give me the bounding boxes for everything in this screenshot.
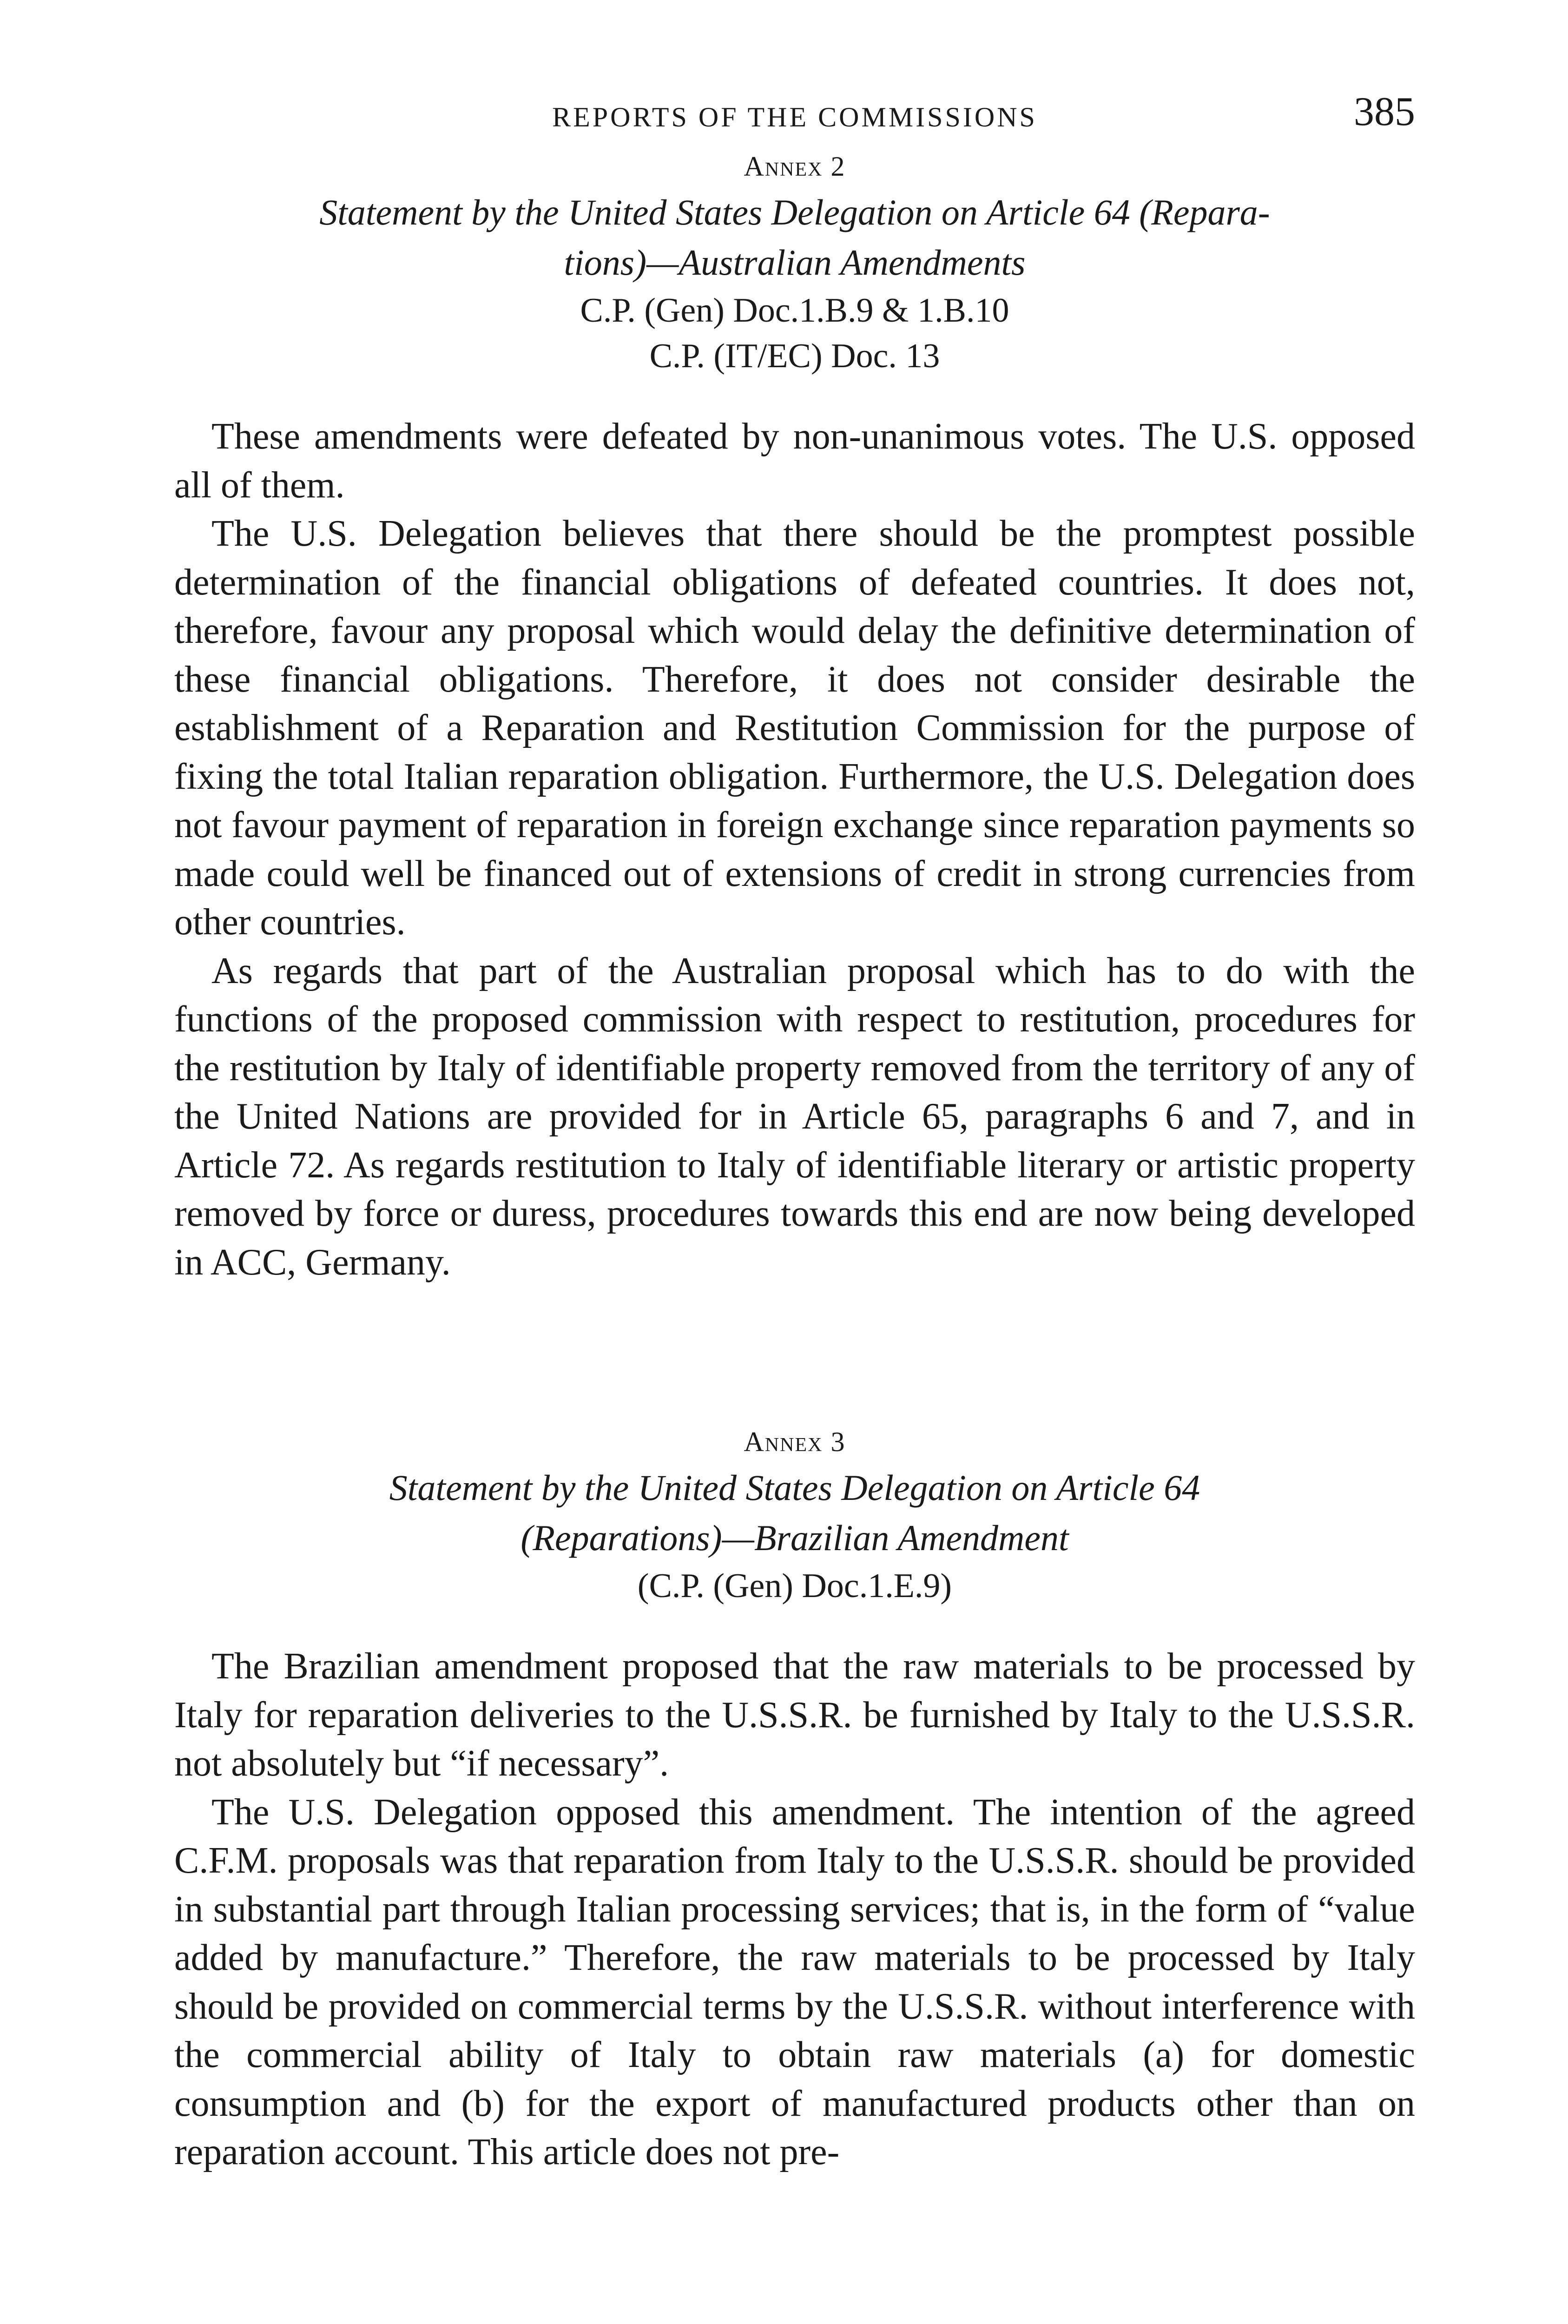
body-paragraph: The U.S. Delegation believes that there should be the promptest possible determination of the financial obligations of defeated countries. It does not, therefore, favour any proposal which would delay the definitive determination of these financial obligations. Therefore, it does not consider desirable the establishment of a Reparation and Restitution Commission for the purpose of fixing the total Italian reparation obligation. Furthermore, the U.S. Delegation does not favour payment of reparation in foreign exchange since reparation payments so made could well be financed out of extensions of credit in strong currencies from other countries. xyxy=(174,513,1415,943)
annex-title-line: tions)—Australian Amendments xyxy=(564,242,1026,283)
annex-label: Annex 2 xyxy=(744,151,846,182)
document-reference: C.P. (Gen) Doc.1.B.9 & 1.B.10 xyxy=(580,291,1009,330)
document-reference: (C.P. (Gen) Doc.1.E.9) xyxy=(637,1567,952,1605)
body-paragraph: These amendments were defeated by non-unanimous votes. The U.S. opposed all of them. xyxy=(174,416,1415,506)
document-reference: C.P. (IT/EC) Doc. 13 xyxy=(649,337,940,375)
annex-title xyxy=(174,1463,1415,1563)
annex-title-line: (Reparations)—Brazilian Amendment xyxy=(520,1518,1069,1558)
body-paragraph: As regards that part of the Australian proposal which has to do with the functions of the proposed commission with respect to restitution, procedures for the restitution by Italy of identifiable property removed from the territory of any of the United Nations are provided for in Article 65, paragraphs 6 and 7, and in Article 72. As regards restitution to Italy of identifiable literary or artistic property removed by force or duress, procedures towards this end are now being developed in ACC, Germany. xyxy=(174,950,1415,1283)
annex-2-section xyxy=(174,151,1415,1287)
running-title: REPORTS OF THE COMMISSIONS xyxy=(552,102,1037,132)
annex-title-line: Statement by the United States Delegation on Article 64 (Repara- xyxy=(319,192,1270,232)
body-paragraph: The U.S. Delegation opposed this amendment. The intention of the agreed C.F.M. proposals was that reparation from Italy to the U.S.S.R. should be provided in substantial part through Italian processing services; that is, in the form of “value added by manufacture.” Therefore, the raw materials to be processed by Italy should be provided on commercial terms by the U.S.S.R. without interference with the commercial ability of Italy to obtain raw materials (a) for domestic consumption and (b) for the export of manufactured products other than on reparation account. This article does not pre- xyxy=(174,1791,1415,2172)
annex-label: Annex 3 xyxy=(744,1426,846,1457)
annex-3-section xyxy=(174,1426,1415,2177)
page-number: 385 xyxy=(1354,89,1415,134)
running-header xyxy=(174,88,1415,139)
annex-title xyxy=(174,187,1415,288)
document-page xyxy=(174,88,1415,2177)
annex-title-line: Statement by the United States Delegation on Article 64 xyxy=(389,1467,1200,1508)
body-paragraph: The Brazilian amendment proposed that the raw materials to be processed by Italy for reparation deliveries to the U.S.S.R. be furnished by Italy to the U.S.S.R. not absolutely but “if necessary”. xyxy=(174,1646,1415,1784)
